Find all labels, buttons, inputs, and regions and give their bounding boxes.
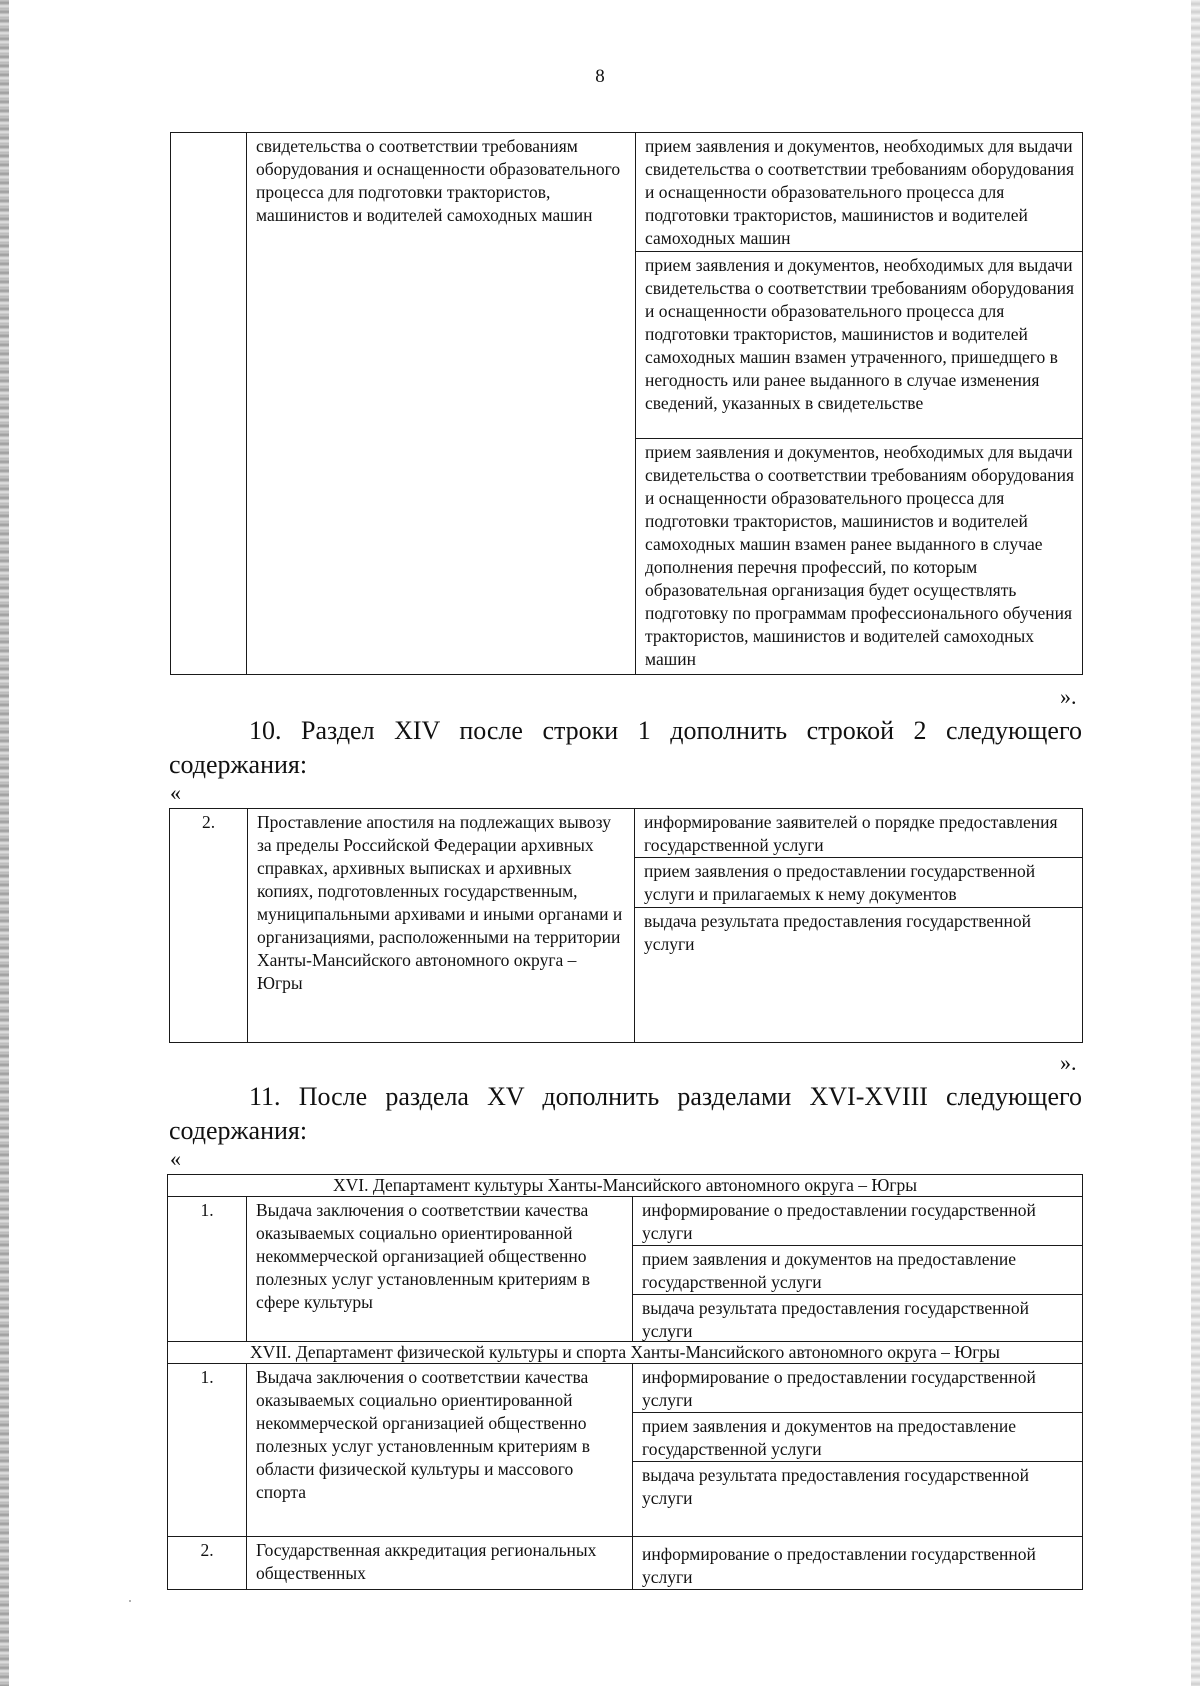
procedure-item: прием заявления и документов, необходимых для выдачи свидетельства о соответствии требованиям оборудования и оснащенности образовательного процесса для подготовки трактористов, машинистов и водителей самоходных машин взамен ранее выданного в случае дополнения перечня профессий, по которым образовательная организация будет осуществлять подготовку по программам профессионального обучения трактористов, машинистов и водителей самоходных машин [645, 442, 1075, 669]
section-heading-xvii: XVII. Департамент физической культуры и спорта Ханты-Мансийского автономного округа – Югры [168, 1342, 1083, 1364]
procedure-item: прием заявления и документов, необходимых для выдачи свидетельства о соответствии требованиям оборудования и оснащенности образовательного процесса для подготовки трактористов, машинистов и водителей самоходных машин взамен утраченного, пришедщего в негодность или ранее выданного в случае изменения сведений, указанных в свидетельстве [636, 252, 1082, 439]
row-number: 2. [168, 1537, 247, 1590]
procedure-item: информирование о предоставлении государственной услуги [642, 1544, 1036, 1587]
table-continuation [170, 132, 1083, 675]
procedure-item: информирование о предоставлении государственной услуги [633, 1364, 1082, 1413]
procedures-cell [633, 1537, 1083, 1590]
table-new-sections [167, 1174, 1083, 1590]
procedures-cell [633, 1197, 1083, 1342]
scan-edge-right [1191, 0, 1200, 1686]
row-number: 2. [170, 809, 248, 1043]
opening-quote: « [170, 780, 181, 805]
opening-quote: « [170, 1146, 181, 1171]
service-name-cell: Проставление апостиля на подлежащих вывозу за пределы Российской Федерации архивных справках, архивных выписках и архивных копиях, подготовленных государственным, муниципальными архивами и иными органами и организациями, расположенными на территории Ханты-Мансийского автономного округа – Югры [248, 809, 635, 1043]
procedures-cell [635, 809, 1083, 1043]
procedure-item: информирование заявителей о порядке предоставления государственной услуги [635, 809, 1082, 858]
procedure-item: прием заявления и документов на предоставление государственной услуги [633, 1413, 1082, 1462]
service-name-cell: свидетельства о соответствии требованиям оборудования и оснащенности образовательного процесса для подготовки трактористов, машинистов и водителей самоходных машин [247, 133, 636, 675]
scan-edge-left [0, 0, 9, 1686]
page-number: 8 [595, 66, 605, 87]
procedure-item: прием заявления о предоставлении государственной услуги и прилагаемых к нему документов [635, 858, 1082, 908]
paragraph-11: 11. После раздела XV дополнить разделами XVI-XVIII следующего содержания: [169, 1082, 1082, 1145]
scan-speck [129, 1600, 131, 1602]
closing-quote: ». [1060, 684, 1077, 709]
row-number: 1. [168, 1197, 247, 1342]
procedure-item: выдача результата предоставления государственной услуги [642, 1465, 1029, 1508]
closing-quote: ». [1060, 1050, 1077, 1075]
paragraph-10: 10. Раздел XIV после строки 1 дополнить строкой 2 следующего содержания: [169, 716, 1082, 779]
procedure-item: прием заявления и документов, необходимых для выдачи свидетельства о соответствии требованиям оборудования и оснащенности образовательного процесса для подготовки трактористов, машинистов и водителей самоходных машин [636, 133, 1082, 252]
row-number: 1. [168, 1364, 247, 1537]
procedures-cell [633, 1364, 1083, 1537]
procedure-item: информирование о предоставлении государственной услуги [633, 1197, 1082, 1246]
procedure-item: выдача результата предоставления государственной услуги [644, 911, 1031, 954]
number-cell [171, 133, 247, 675]
procedure-item: выдача результата предоставления государственной услуги [642, 1298, 1029, 1341]
procedure-item: прием заявления и документов на предоставление государственной услуги [633, 1246, 1082, 1295]
procedures-cell [636, 133, 1083, 675]
section-heading-xvi: XVI. Департамент культуры Ханты-Мансийского автономного округа – Югры [168, 1175, 1083, 1197]
service-name-cell: Выдача заключения о соответствии качества оказываемых социально ориентированной некоммерческой организацией общественно полезных услуг установленным критериям в сфере культуры [247, 1197, 633, 1342]
service-name-cell: Государственная аккредитация региональных общественных [247, 1537, 633, 1590]
table-section-xiv [169, 808, 1083, 1043]
service-name-cell: Выдача заключения о соответствии качества оказываемых социально ориентированной некоммерческой организацией общественно полезных услуг установленным критериям в области физической культуры и массового спорта [247, 1364, 633, 1537]
